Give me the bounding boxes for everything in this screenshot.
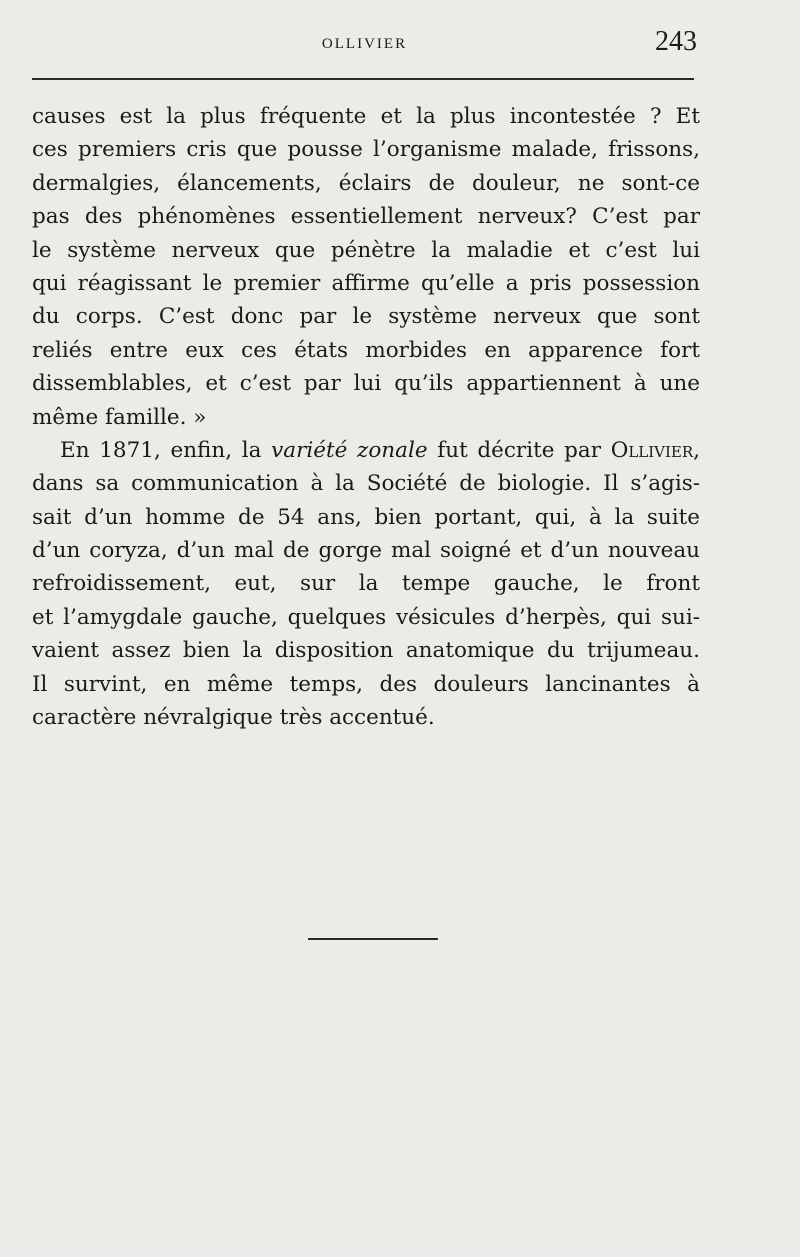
paragraph-zonal-variety (32, 434, 700, 735)
text-line: et l’amygdale gauche, quelques vésicules d’herpès, qui sui- (32, 604, 700, 630)
paragraph-quote-end (32, 100, 700, 434)
text-line: dissemblables, et c’est par lui qu’ils appartiennent à une (32, 371, 700, 397)
text-line: causes est la plus fréquente et la plus incontestée ? Et (32, 104, 700, 129)
text-line: même famille. » (32, 404, 207, 430)
header-rule (32, 78, 694, 80)
text-line: refroidissement, eut, sur la tempe gauche, le front (32, 571, 700, 597)
text-line: caractère névralgique très accentué. (32, 705, 435, 731)
text-line: dans sa communication à la Société de biologie. Il s’agis- (32, 471, 700, 497)
text-run: , (693, 437, 701, 463)
text-line: qui réagissant le premier affirme qu’elle a pris possession (32, 270, 700, 296)
text-line: d’un coryza, d’un mal de gorge mal soigné et d’un nouveau (32, 538, 700, 564)
author-name: Ollivier (610, 437, 694, 463)
text-line: vaient assez bien la disposition anatomique du trijumeau. (32, 638, 700, 664)
body-text (32, 100, 700, 734)
text-line: pas des phénomènes essentiellement nerveux? C’est par (32, 204, 700, 230)
text-line: sait d’un homme de 54 ans, bien portant, qui, à la suite (32, 504, 700, 530)
text-line: ces premiers cris que pousse l’organisme malade, frissons, (32, 137, 700, 163)
running-head (32, 26, 697, 62)
text-run: En 1871, enfin, la (60, 437, 272, 463)
text-line: reliés entre eux ces états morbides en apparence fort (32, 337, 700, 363)
page-number: 243 (655, 26, 697, 57)
text-line: dermalgies, élancements, éclairs de douleur, ne sont-ce (32, 170, 700, 196)
text-run: fut décrite par (427, 437, 611, 463)
running-title: OLLIVIER (321, 36, 408, 52)
text-line (32, 434, 700, 467)
text-line: du corps. C’est donc par le système nerveux que sont (32, 304, 700, 330)
section-end-rule (308, 938, 438, 940)
text-line: Il survint, en même temps, des douleurs lancinantes à (32, 671, 700, 697)
text-line: le système nerveux que pénètre la maladie et c’est lui (32, 237, 700, 263)
italic-term: variété zonale (271, 437, 428, 463)
